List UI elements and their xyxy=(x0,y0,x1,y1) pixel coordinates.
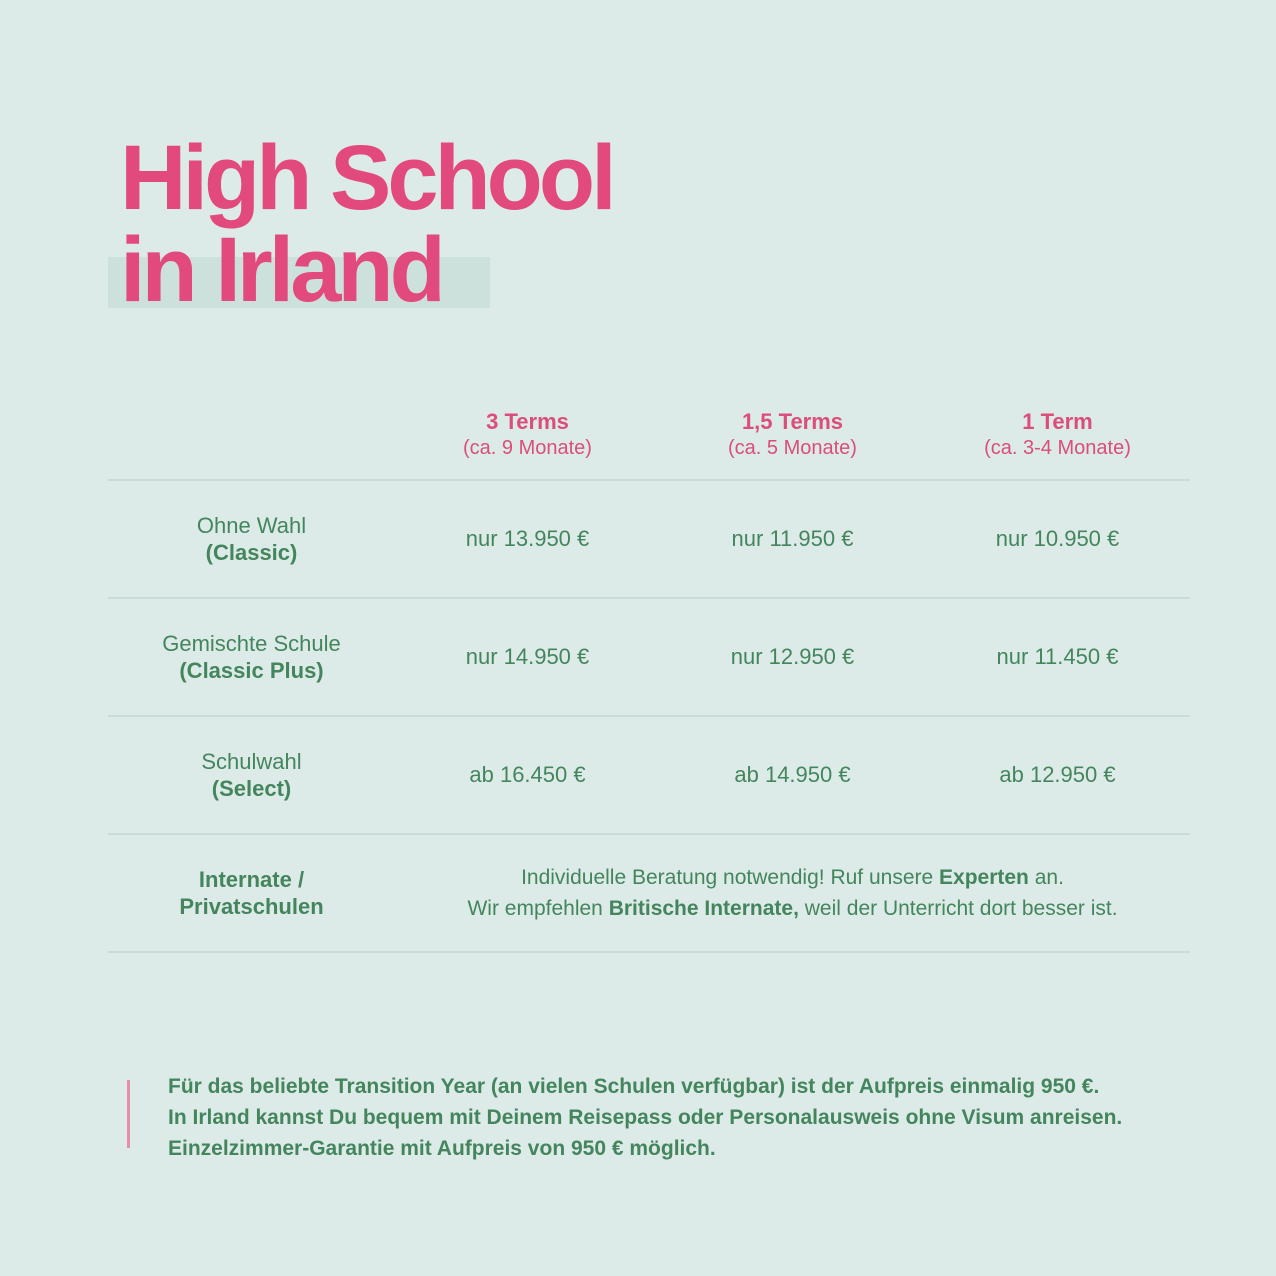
row-label-line-1: Gemischte Schule xyxy=(162,631,341,656)
note-text: weil der Unterricht dort besser ist. xyxy=(798,897,1118,920)
column-header-1-5-terms xyxy=(660,408,925,461)
page-title xyxy=(120,127,613,321)
row-label-line-1: Internate / xyxy=(198,867,305,892)
table-row-classic xyxy=(108,481,1190,599)
row-label-internate xyxy=(108,866,395,920)
column-term-label: 1 Term xyxy=(1022,409,1093,434)
price-classic-3-terms: nur 13.950 € xyxy=(465,526,590,551)
note-text: Individuelle Beratung notwendig! Ruf unsere xyxy=(521,866,940,889)
note-text: Wir empfehlen xyxy=(467,897,609,920)
column-header-3-terms xyxy=(395,408,660,461)
column-duration-label: (ca. 9 Monate) xyxy=(463,437,592,459)
column-term-label: 1,5 Terms xyxy=(741,409,844,434)
internate-note-line-1 xyxy=(521,862,1064,893)
footnotes xyxy=(127,1071,1122,1164)
price-select-1-term: ab 12.950 € xyxy=(999,762,1116,787)
column-header-1-term xyxy=(925,408,1190,461)
table-row-internate xyxy=(108,835,1190,953)
row-label-line-1: Ohne Wahl xyxy=(196,513,307,538)
row-label-classic-plus xyxy=(108,630,395,684)
page-title-line-2: in Irland xyxy=(120,219,442,321)
footnote-lines xyxy=(168,1071,1122,1164)
footnote-accent-bar xyxy=(127,1080,130,1148)
price-classic-plus-1-5-terms: nur 12.950 € xyxy=(730,644,855,669)
footnote-visum: In Irland kannst Du bequem mit Deinem Reisepass oder Personalausweis ohne Visum anreisen. xyxy=(168,1106,1123,1129)
table-row-select xyxy=(108,717,1190,835)
column-duration-label: (ca. 5 Monate) xyxy=(728,437,857,459)
note-text: an. xyxy=(1028,866,1064,889)
row-label-line-1: Schulwahl xyxy=(201,749,302,774)
row-label-classic xyxy=(108,512,395,566)
table-row-classic-plus xyxy=(108,599,1190,717)
price-select-1-5-terms: ab 14.950 € xyxy=(734,762,851,787)
footnote-transition-year: Für das beliebte Transition Year (an vielen Schulen verfügbar) ist der Aufpreis einmalig 950 €. xyxy=(168,1075,1100,1098)
row-label-line-2: Privatschulen xyxy=(179,894,324,919)
page-title-line-1: High School xyxy=(120,127,613,229)
price-classic-1-5-terms: nur 11.950 € xyxy=(731,526,854,551)
table-header-row xyxy=(108,390,1190,481)
column-duration-label: (ca. 3-4 Monate) xyxy=(984,437,1131,459)
price-classic-plus-1-term: nur 11.450 € xyxy=(996,644,1119,669)
internate-note-line-2 xyxy=(467,893,1117,924)
pricing-table xyxy=(108,390,1190,953)
price-classic-1-term: nur 10.950 € xyxy=(995,526,1120,551)
row-label-line-2: (Select) xyxy=(211,776,292,801)
note-bold-text: Experten xyxy=(939,866,1029,889)
price-classic-plus-3-terms: nur 14.950 € xyxy=(465,644,590,669)
internate-note xyxy=(395,862,1190,924)
price-select-3-terms: ab 16.450 € xyxy=(469,762,586,787)
footnote-einzelzimmer: Einzelzimmer-Garantie mit Aufpreis von 950 € möglich. xyxy=(168,1137,716,1160)
row-label-line-2: (Classic Plus) xyxy=(179,658,324,683)
note-bold-text: Britische Internate, xyxy=(608,897,799,920)
row-label-select xyxy=(108,748,395,802)
row-label-line-2: (Classic) xyxy=(205,540,298,565)
column-term-label: 3 Terms xyxy=(486,409,569,434)
